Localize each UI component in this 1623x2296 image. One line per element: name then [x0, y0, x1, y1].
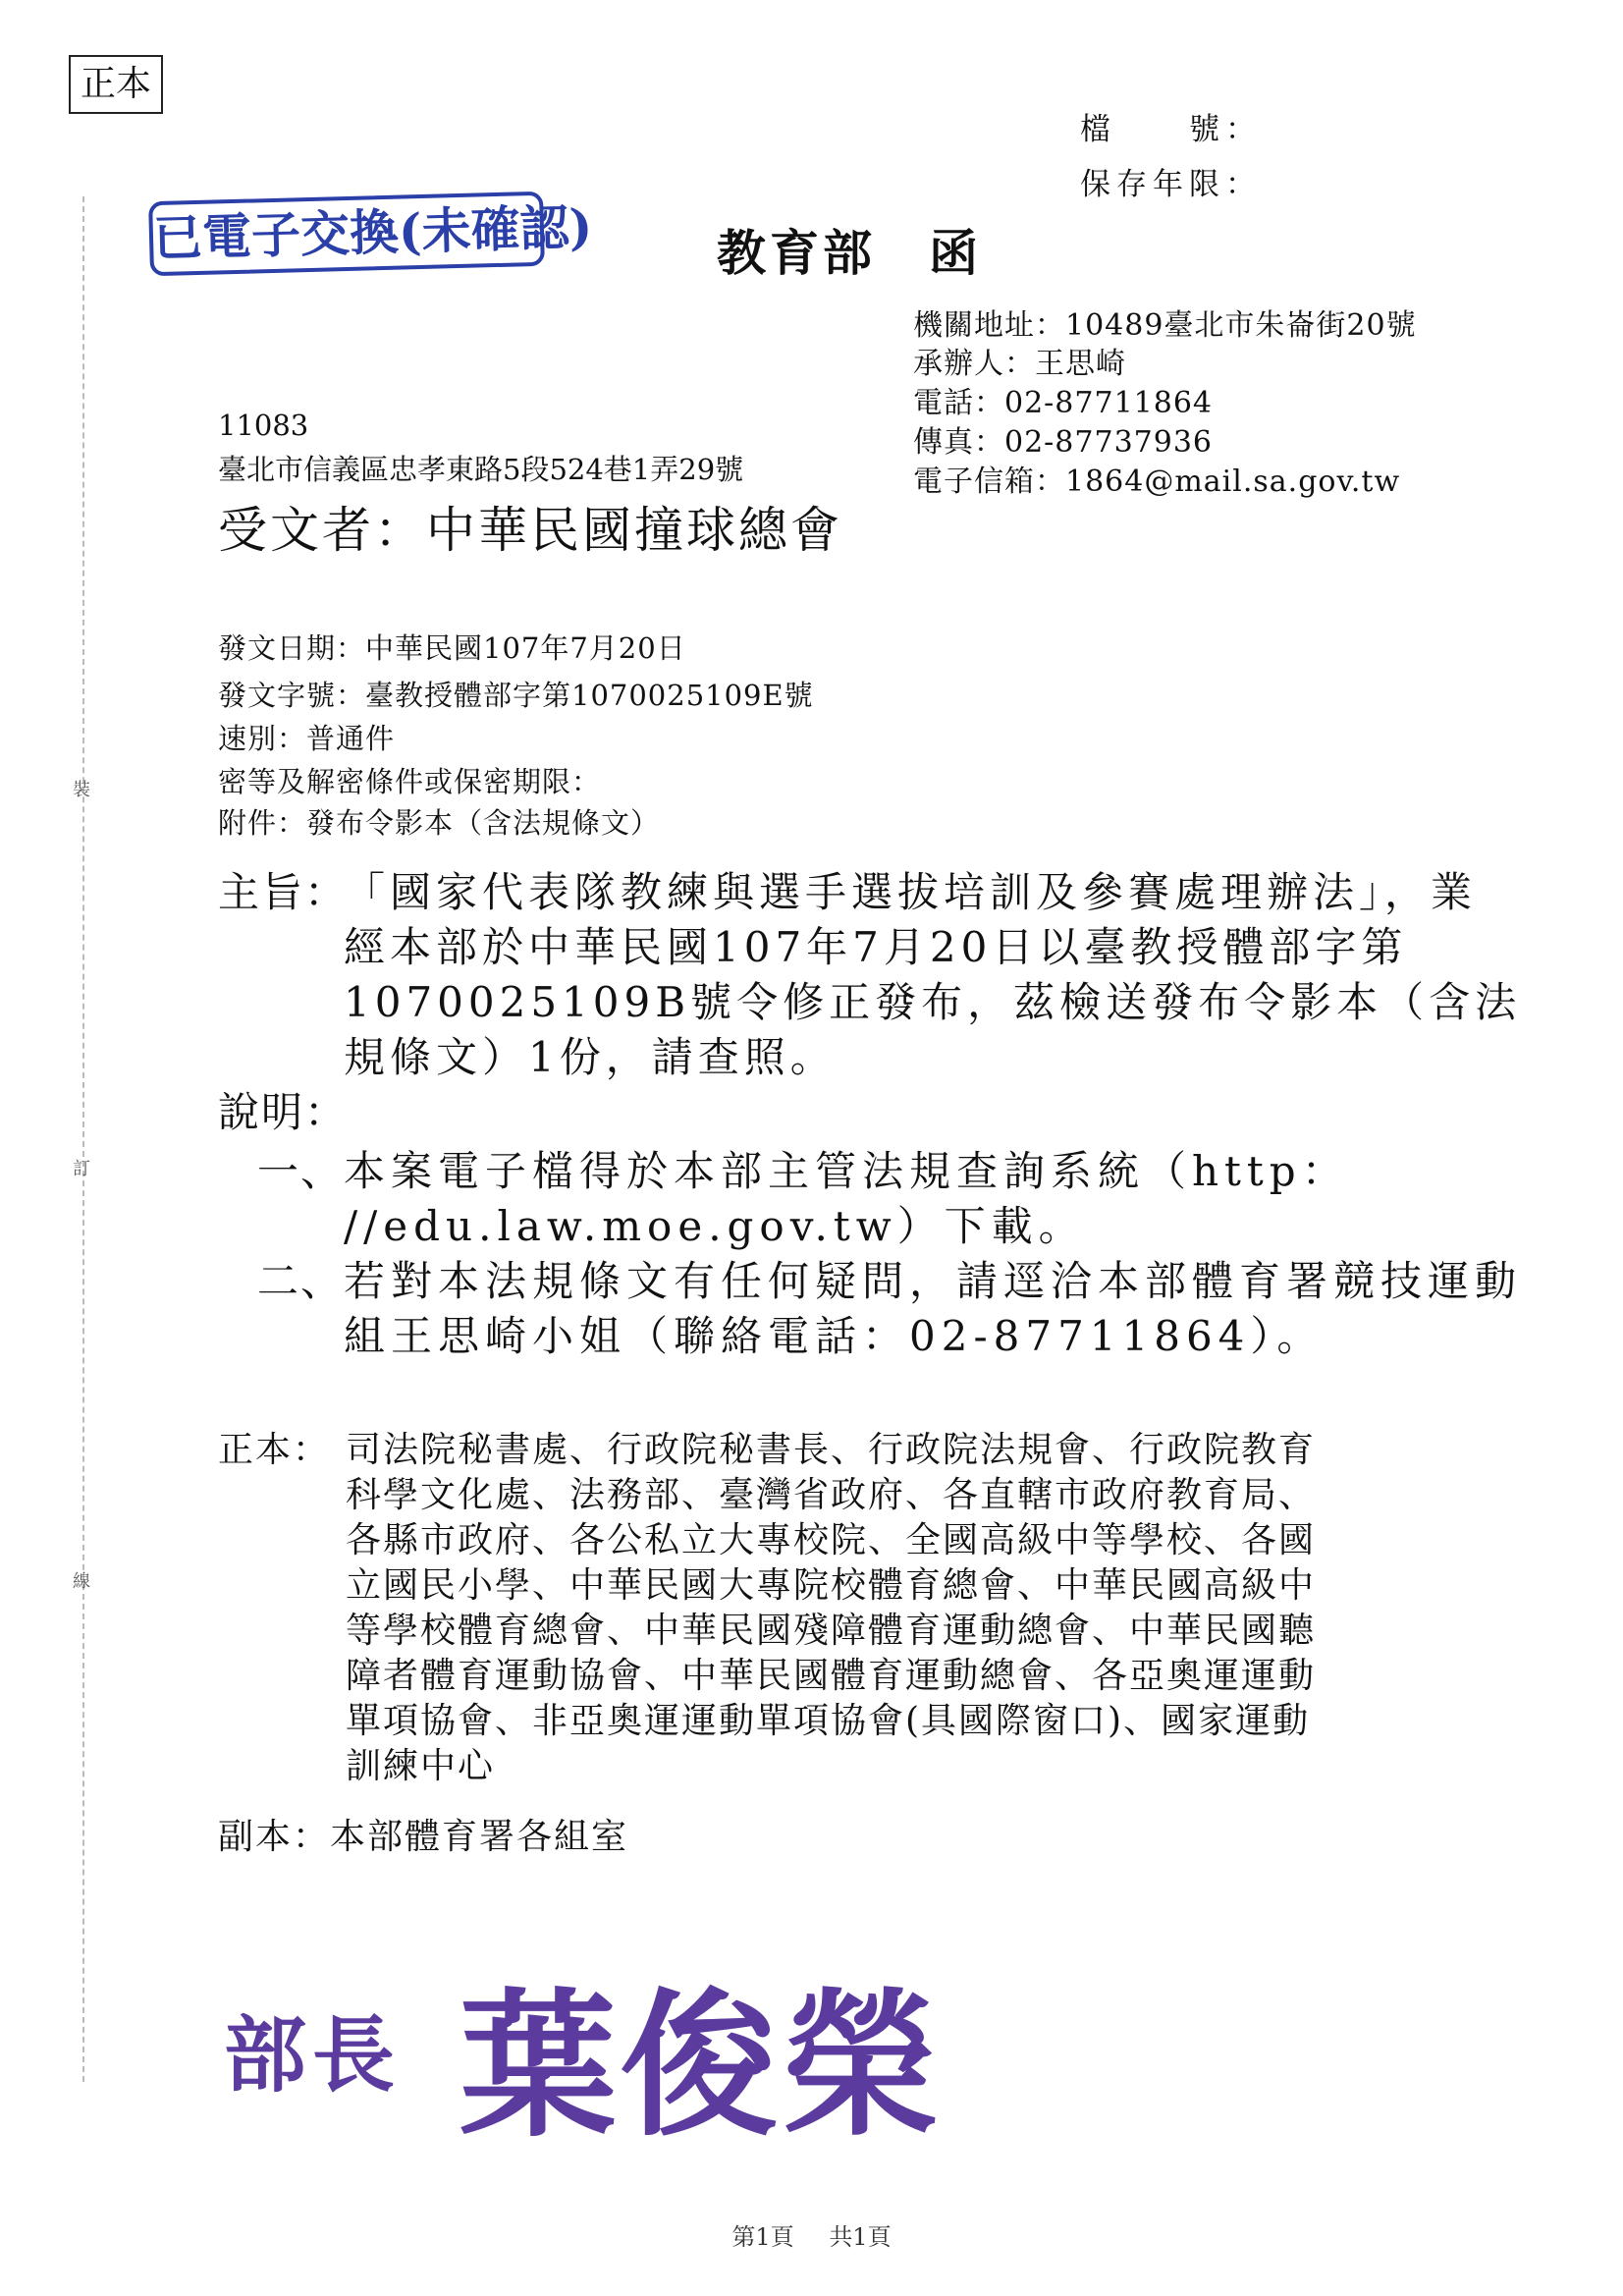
explanation-label: 說明： [218, 1088, 349, 1136]
recipient-name: 受文者：中華民國撞球總會 [218, 502, 842, 559]
original-recipients-line: 單項協會、非亞奧運運動單項協會(具國際窗口)、國家運動 [346, 1701, 1311, 1741]
copy-type-box: 正本 [69, 55, 163, 114]
signature-name: 葉俊榮 [460, 1973, 944, 2158]
explanation-line: 本案電子檔得於本部主管法規查詢系統（http： [344, 1147, 1349, 1195]
phone: 電話：02-87711864 [913, 386, 1214, 420]
original-recipients-line: 立國民小學、中華民國大專院校體育總會、中華民國高級中 [346, 1565, 1317, 1606]
original-recipients-line: 訓練中心 [346, 1746, 496, 1786]
fax: 傳真：02-87737936 [913, 425, 1214, 460]
page-footer [0, 2217, 1623, 2252]
email: 電子信箱：1864@mail.sa.gov.tw [913, 465, 1401, 499]
priority: 速別：普通件 [218, 722, 396, 755]
explanation-line: //edu.law.moe.gov.tw）下載。 [344, 1202, 1086, 1250]
binding-line [82, 196, 84, 2082]
agency-address: 機關地址：10489臺北市朱崙街20號 [913, 308, 1417, 343]
retention-label: 保存年限： [1080, 167, 1262, 202]
page-total: 共1頁 [829, 2223, 892, 2251]
file-number-label: 檔 號： [1080, 112, 1262, 147]
signature-title: 部長 [224, 2006, 402, 2104]
classification: 密等及解密條件或保密期限： [218, 765, 602, 798]
original-recipients-line: 等學校體育總會、中華民國殘障體育運動總會、中華民國聽 [346, 1611, 1317, 1651]
explanation-item-number: 一、 [257, 1147, 345, 1195]
recipient-address: 臺北市信義區忠孝東路5段524巷1弄29號 [218, 453, 744, 486]
subject-line: 規條文）1份，請查照。 [344, 1033, 837, 1081]
original-recipients-line: 司法院秘書處、行政院秘書長、行政院法規會、行政院教育 [346, 1430, 1317, 1470]
original-recipients-line: 障者體育運動協會、中華民國體育運動總會、各亞奧運運動 [346, 1656, 1317, 1696]
binding-mark: 裝 [73, 780, 90, 800]
subject-line: 1070025109B號令修正發布，茲檢送發布令影本（含法 [344, 978, 1522, 1026]
subject-label: 主旨： [218, 868, 349, 916]
explanation-item-number: 二、 [257, 1257, 345, 1305]
explanation-line: 若對本法規條文有任何疑問，請逕洽本部體育署競技運動 [344, 1257, 1523, 1305]
electronic-exchange-stamp: 已電子交換(未確認) [148, 191, 545, 276]
handler: 承辦人：王思崎 [913, 347, 1126, 381]
copy-recipients: 副本：本部體育署各組室 [218, 1817, 629, 1857]
page-number: 第1頁 [731, 2223, 794, 2251]
original-recipients-line: 科學文化處、法務部、臺灣省政府、各直轄市政府教育局、 [346, 1475, 1317, 1515]
subject-line: 「國家代表隊教練與選手選拔培訓及參賽處理辦法」，業 [344, 868, 1478, 916]
original-recipients-label: 正本： [218, 1430, 331, 1470]
document-title: 教育部 函 [717, 224, 982, 282]
binding-mark: 線 [73, 1571, 90, 1592]
original-recipients-line: 各縣市政府、各公私立大專校院、全國高級中等學校、各國 [346, 1520, 1317, 1560]
postal-code: 11083 [218, 409, 309, 442]
explanation-line: 組王思崎小姐（聯絡電話：02-87711864）。 [344, 1312, 1325, 1360]
subject-line: 經本部於中華民國107年7月20日以臺教授體部字第 [344, 923, 1408, 971]
dispatch-number: 發文字號：臺教授體部字第1070025109E號 [218, 679, 814, 712]
dispatch-date: 發文日期：中華民國107年7月20日 [218, 631, 686, 665]
binding-mark: 訂 [73, 1159, 90, 1179]
attachment: 附件：發布令影本（含法規條文） [218, 806, 661, 840]
